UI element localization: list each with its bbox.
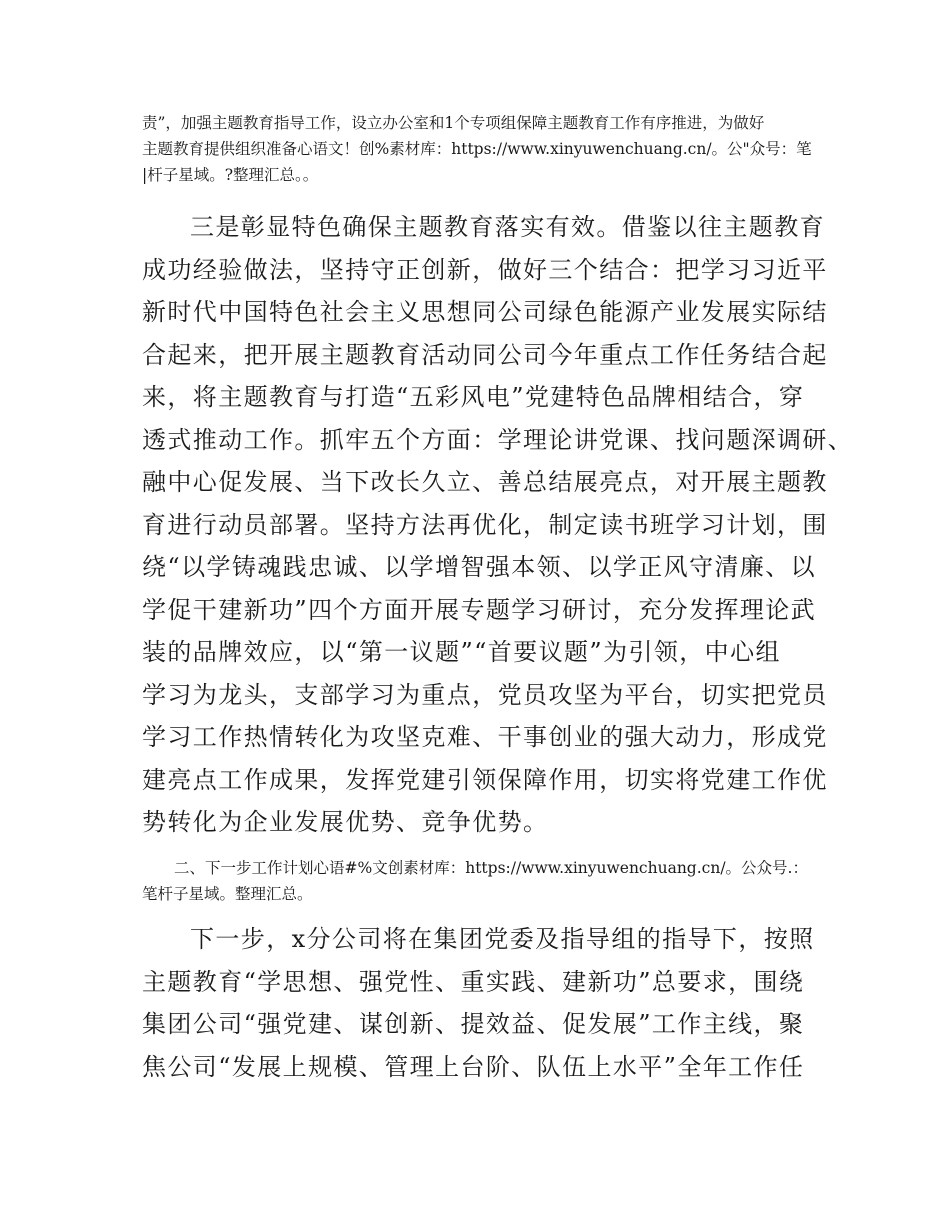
- paragraph-top-fragment: [142, 110, 822, 188]
- text-line: 势转化为企业发展优势、竞争优势。: [142, 808, 549, 836]
- text-line: 新时代中国特色社会主义思想同公司绿色能源产业发展实际结: [142, 298, 828, 326]
- paragraph-next-step: [142, 918, 832, 1088]
- text-line: 学习为龙头，支部学习为重点，党员攻坚为平台，切实把党员: [142, 680, 828, 709]
- text-line: 绕“以学铸魂践忠诚、以学增智强本领、以学正风守清廉、以: [142, 553, 817, 581]
- text-line: 合起来，把开展主题教育活动同公司今年重点工作任务结合起: [142, 340, 828, 369]
- text-line: 学习工作热情转化为攻坚克难、干事创业的强大动力，形成党: [142, 723, 828, 751]
- text-line: 下一步，x分公司将在集团党委及指导组的指导下，按照: [190, 925, 815, 953]
- text-line: 建亮点工作成果，发挥党建引领保障作用，切实将党建工作优: [142, 765, 828, 794]
- text-line: 透式推动工作。抓牢五个方面：学理论讲党课、找问题深调研、: [142, 425, 854, 454]
- text-line: 装的品牌效应，以“第一议题”“首要议题”为引领，中心组: [142, 638, 781, 666]
- text-line: 主题教育“学思想、强党性、重实践、建新功”总要求，围绕: [142, 967, 805, 996]
- text-line: 育进行动员部署。坚持方法再优化，制定读书班学习计划，围: [142, 510, 828, 539]
- section-heading: [142, 855, 822, 907]
- text-line: 成功经验做法，坚持守正创新，做好三个结合：把学习习近平: [142, 255, 828, 284]
- text-line: |杆子星域。?整理汇总。。: [142, 166, 319, 184]
- paragraph-three: [142, 206, 854, 844]
- text-line: 来，将主题教育与打造“五彩风电”党建特色品牌相结合，穿: [142, 383, 805, 411]
- text-line: 集团公司“强党建、谋创新、提效益、促发展”工作主线，聚: [142, 1010, 805, 1038]
- text-line: 学促干建新功”四个方面开展专题学习研讨，充分发挥理论武: [142, 595, 817, 624]
- text-line: 责”，加强主题教育指导工作，设立办公室和1个专项组保障主题教育工作有序推进，为做好: [142, 114, 765, 132]
- text-line: 三是彰显特色确保主题教育落实有效。借鉴以往主题教育: [190, 213, 825, 241]
- text-line: 融中心促发展、当下改长久立、善总结展亮点，对开展主题教: [142, 468, 828, 496]
- text-line: 焦公司“发展上规模、管理上台阶、队伍上水平”全年工作任: [142, 1052, 805, 1081]
- section-heading-line: 二、下一步工作计划心语#%文创素材库：https://www.xinyuwenchuang.cn/。公众号.：: [174, 859, 808, 877]
- text-line: 主题教育提供组织准备心语文！创%素材库：https://www.xinyuwenchuang.cn/。公"众号：笔: [142, 140, 812, 158]
- section-heading-line: 笔杆子星域。整理汇总。: [142, 885, 313, 903]
